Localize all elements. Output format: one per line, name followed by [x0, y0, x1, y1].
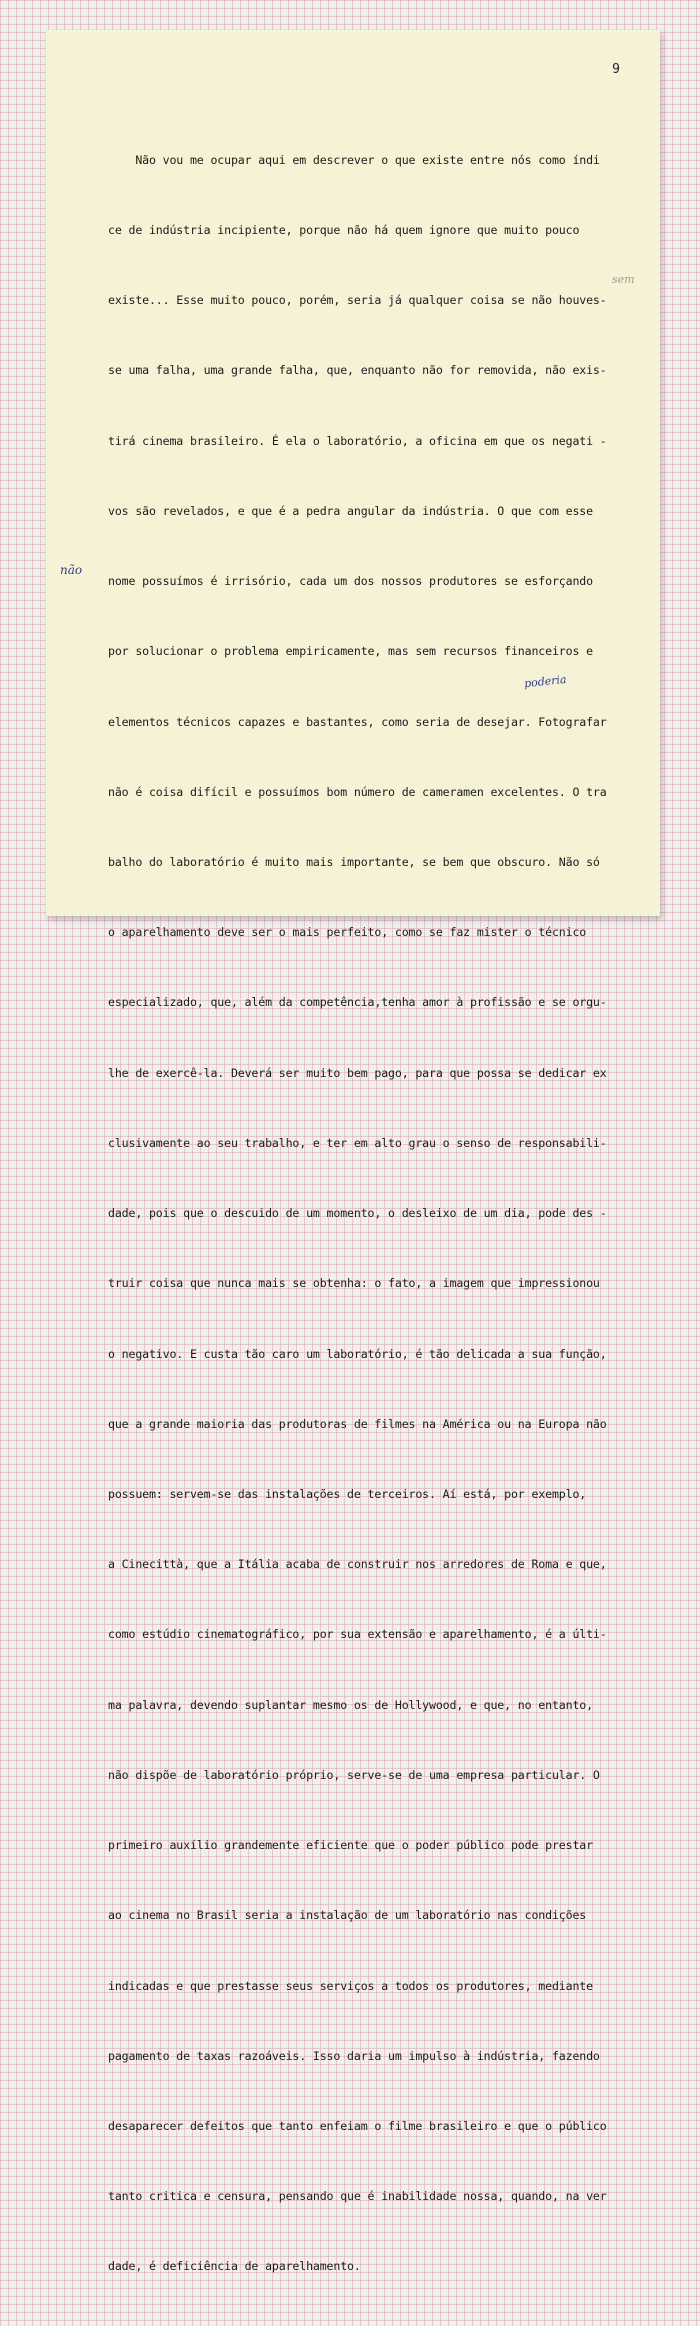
- text-line: primeiro auxílio grandemente eficiente que o poder público pode prestar: [108, 1838, 593, 1853]
- text-line: ao cinema no Brasil seria a instalação de um laboratório nas condições: [108, 1908, 587, 1923]
- text-line: ma palavra, devendo suplantar mesmo os de Hollywood, e que, no entanto,: [108, 1697, 593, 1712]
- text-line: que a grande maioria das produtoras de filmes na América ou na Europa não: [108, 1416, 607, 1431]
- text-line: Não vou me ocupar aqui em descrever o que existe entre nós como índi: [108, 152, 600, 167]
- text-line: indicadas e que prestasse seus serviços a todos os produtores, mediante: [108, 1978, 593, 1993]
- text-line: a Cinecittà, que a Itália acaba de construir nos arredores de Roma e que,: [108, 1557, 607, 1572]
- text-line: o negativo. E custa tão caro um laboratório, é tão delicada a sua função,: [108, 1346, 607, 1361]
- text-line: dade, pois que o descuido de um momento, o desleixo de um dia, pode des -: [108, 1206, 607, 1221]
- text-line: existe... Esse muito pouco, porém, seria já qualquer coisa se não houves-: [108, 293, 607, 308]
- text-line: o aparelhamento deve ser o mais perfeito, como se faz mister o técnico: [108, 925, 587, 940]
- margin-note-poderia: poderia: [523, 672, 568, 691]
- page-number: 9: [612, 62, 620, 77]
- text-line: como estúdio cinematográfico, por sua extensão e aparelhamento, é a últi-: [108, 1627, 607, 1642]
- text-line: possuem: servem-se das instalações de terceiros. Aí está, por exemplo,: [108, 1486, 587, 1501]
- text-line: elementos técnicos capazes e bastantes, como seria de desejar. Fotografar: [108, 714, 607, 729]
- text-line: não é coisa difícil e possuímos bom número de cameramen excelentes. O tra: [108, 784, 607, 799]
- text-line: dade, é deficiência de aparelhamento.: [108, 2259, 361, 2274]
- text-line: tirá cinema brasileiro. É ela o laboratório, a oficina em que os negati -: [108, 433, 607, 448]
- text-line: truir coisa que nunca mais se obtenha: o fato, a imagem que impressionou: [108, 1276, 600, 1291]
- text-line: vos são revelados, e que é a pedra angular da indústria. O que com esse: [108, 503, 593, 518]
- text-line: por solucionar o problema empiricamente, mas sem recursos financeiros e: [108, 644, 593, 659]
- text-line: balho do laboratório é muito mais importante, se bem que obscuro. Não só: [108, 855, 600, 869]
- text-line: desaparecer defeitos que tanto enfeiam o filme brasileiro e que o público: [108, 2118, 607, 2133]
- text-line: se uma falha, uma grande falha, que, enquanto não for removida, não exis-: [108, 363, 607, 378]
- margin-note-sem: sem: [612, 273, 635, 286]
- text-line: ce de indústria incipiente, porque não há quem ignore que muito pouco: [108, 223, 580, 238]
- text-line: nome possuímos é irrisório, cada um dos nossos produtores se esforçando: [108, 574, 593, 589]
- text-line: especializado, que, além da competência,tenha amor à profissão e se orgu-: [108, 995, 607, 1010]
- body-text: [108, 102, 618, 2326]
- text-line: pagamento de taxas razoáveis. Isso daria um impulso à indústria, fazendo: [108, 2048, 600, 2063]
- text-line: lhe de exercê-la. Deverá ser muito bem pago, para que possa se dedicar ex: [108, 1065, 607, 1080]
- text-line: tanto critica e censura, pensando que é inabilidade nossa, quando, na ver: [108, 2189, 607, 2204]
- text-line: não dispõe de laboratório próprio, serve-se de uma empresa particular. O: [108, 1767, 600, 1782]
- typewritten-page: [46, 30, 660, 2274]
- margin-note-nao: não: [60, 563, 83, 577]
- text-line: clusivamente ao seu trabalho, e ter em alto grau o senso de responsabili-: [108, 1135, 607, 1150]
